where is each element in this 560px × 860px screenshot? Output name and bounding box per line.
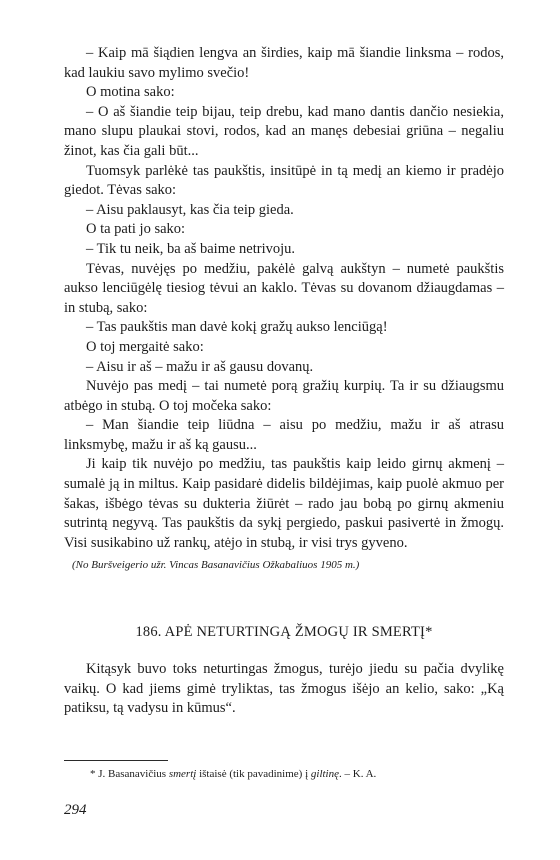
paragraph: – Aisu ir aš – mažu ir aš gausu dovanų. bbox=[86, 358, 314, 375]
paragraph: Kitąsyk buvo toks neturtingas žmogus, turėjo jiedu su pačia dvylikę vaikų. O kad jiems gimė tryliktas, tas žmogus išėjo an kelio, sako: „Ką patiksu, tą vadysu in kūmus“. bbox=[64, 661, 504, 717]
footnote-text: . – K. A. bbox=[339, 768, 377, 780]
previous-story-text bbox=[64, 44, 504, 573]
paragraph: O motina sako: bbox=[86, 84, 175, 101]
paragraph: Nuvėjo pas medį – tai numetė porą gražių kurpių. Ta ir su džiaugsmu atbėgo in stubą. O toj močeka sako: bbox=[64, 378, 504, 414]
source-attribution: (No Buršveigerio užr. Vincas Basanavičius Ožkabaliuos 1905 m.) bbox=[72, 559, 360, 572]
story-heading: 186. APĖ NETURTINGĄ ŽMOGŲ IR SMERTĮ* bbox=[135, 624, 433, 640]
page-number: 294 bbox=[64, 802, 87, 818]
footnote-divider bbox=[64, 760, 168, 761]
paragraph: Ji kaip tik nuvėjo po medžiu, tas paukštis kaip leido girnų akmenį – sumalė ją in miltus. Kaip pasidarė didelis bildėjimas, kaip puolė akmuo per šakas, išbėgo tėvas su dukteria žiūrėt – rado jau bobą po girnų akmeniu sutrintą negyvą. Tas paukštis da sykį pergiedo, paskui pasivertė in žmogų. Visi susikabino už rankų, atėjo in stubą, ir visi trys gyveno. bbox=[64, 456, 504, 551]
paragraph: O toj mergaitė sako: bbox=[86, 338, 204, 355]
paragraph: – O aš šiandie teip bijau, teip drebu, kad mano dantis dančio nesiekia, mano slupu plaukai stovi, rodos, kad an manęs debesiai griūna – negaliu žinot, kas čia gali būt... bbox=[64, 103, 504, 159]
paragraph: – Kaip mā šiądien lengva an širdies, kaip mā šiandie linksma – rodos, kad laukiu savo mylimo svečio! bbox=[64, 45, 504, 81]
paragraph: – Tik tu neik, ba aš baime netrivoju. bbox=[86, 240, 296, 257]
paragraph: – Aisu paklausyt, kas čia teip gieda. bbox=[86, 201, 294, 218]
paragraph: O ta pati jo sako: bbox=[86, 221, 186, 238]
paragraph: – Man šiandie teip liūdna – aisu po medžiu, mažu ir aš atrasu linksmybę, mažu ir aš ką gausu... bbox=[64, 417, 504, 453]
paragraph: – Tas paukštis man davė kokį gražų aukso lenciūgą! bbox=[86, 319, 388, 336]
footnote-word: giltinę bbox=[310, 768, 339, 780]
paragraph: Tuomsyk parlėkė tas paukštis, insitūpė in tą medį an kiemo ir pradėjo giedot. Tėvas sako: bbox=[64, 162, 504, 199]
footnote bbox=[90, 766, 510, 782]
footnote-word: smertį bbox=[168, 768, 197, 780]
paragraph: Tėvas, nuvėjęs po medžiu, pakėlė galvą aukštyn – numetė paukštis aukso lenciūgėlę tiesiog tėvui an kaklo. Tėvas su dovanom džiaugdamas – in stubą, sako: bbox=[64, 260, 504, 316]
footnote-text: * J. Basanavičius bbox=[90, 768, 169, 780]
footnote-text: ištaisė (tik pavadinime) į bbox=[196, 768, 311, 780]
next-story-text bbox=[64, 660, 504, 719]
